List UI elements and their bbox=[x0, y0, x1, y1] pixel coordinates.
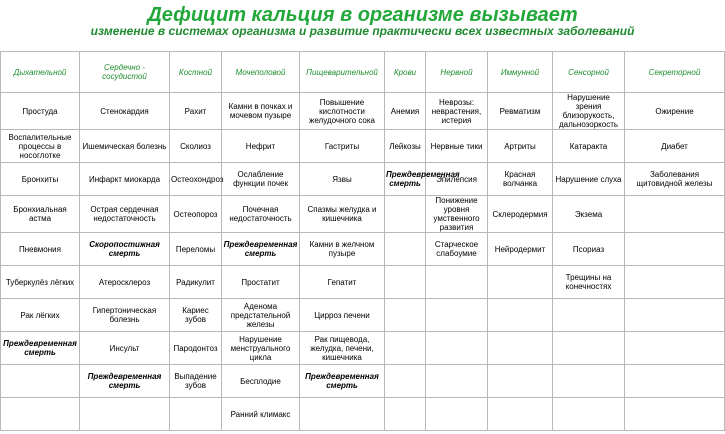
column-header: Секреторной bbox=[625, 52, 725, 93]
table-cell bbox=[625, 233, 725, 266]
table-cell bbox=[625, 365, 725, 398]
table-cell: Туберкулёз лёгких bbox=[1, 266, 80, 299]
table-cell: Ожирение bbox=[625, 93, 725, 130]
table-row bbox=[1, 93, 725, 130]
table-cell: Анемия bbox=[385, 93, 426, 130]
column-header: Дыхательной bbox=[1, 52, 80, 93]
table-cell bbox=[385, 398, 426, 431]
table-row bbox=[1, 233, 725, 266]
table-row bbox=[1, 163, 725, 196]
table-cell: Красная волчанка bbox=[488, 163, 553, 196]
table-cell: Рак пищевода, желудка, печени, кишечника bbox=[300, 332, 385, 365]
table-cell bbox=[385, 196, 426, 233]
table-cell: Инсульт bbox=[80, 332, 170, 365]
table-cell: Пневмония bbox=[1, 233, 80, 266]
page-title: Дефицит кальция в организме вызывает bbox=[147, 4, 578, 26]
table-cell: Нервные тики bbox=[426, 130, 488, 163]
table-cell bbox=[488, 365, 553, 398]
table-cell: Нарушение слуха bbox=[553, 163, 625, 196]
table-cell: Преждевременная смерть bbox=[1, 332, 80, 365]
table-cell: Почечная недостаточность bbox=[222, 196, 300, 233]
table-cell: Цирроз печени bbox=[300, 299, 385, 332]
table-body bbox=[1, 93, 725, 431]
disease-table bbox=[0, 51, 725, 431]
table-cell: Выпадение зубов bbox=[170, 365, 222, 398]
table-cell bbox=[426, 365, 488, 398]
table-cell: Ослабление функции почек bbox=[222, 163, 300, 196]
table-cell: Нарушение менструального цикла bbox=[222, 332, 300, 365]
column-header: Пищеварительной bbox=[300, 52, 385, 93]
page-subtitle: изменение в системах организма и развитие практически всех известных заболеваний bbox=[90, 24, 635, 38]
table-cell bbox=[385, 299, 426, 332]
table-cell: Рак лёгких bbox=[1, 299, 80, 332]
table-cell bbox=[625, 398, 725, 431]
table-cell bbox=[426, 332, 488, 365]
table-cell: Остеохондроз bbox=[170, 163, 222, 196]
header bbox=[0, 0, 725, 51]
table-cell bbox=[426, 266, 488, 299]
table-cell bbox=[488, 332, 553, 365]
column-header: Крови bbox=[385, 52, 426, 93]
header-row bbox=[1, 52, 725, 93]
table-row bbox=[1, 398, 725, 431]
table-cell: Бронхиальная астма bbox=[1, 196, 80, 233]
table-cell bbox=[625, 299, 725, 332]
table-cell: Псориаз bbox=[553, 233, 625, 266]
table-cell bbox=[300, 398, 385, 431]
table-cell bbox=[553, 365, 625, 398]
table-cell: Трещины на конечностях bbox=[553, 266, 625, 299]
table-cell: Нефрит bbox=[222, 130, 300, 163]
table-cell: Повышение кислотности желудочного сока bbox=[300, 93, 385, 130]
table-cell bbox=[488, 398, 553, 431]
table-cell: Старческое слабоумие bbox=[426, 233, 488, 266]
table-cell: Катаракта bbox=[553, 130, 625, 163]
table-cell bbox=[426, 299, 488, 332]
table-cell bbox=[385, 266, 426, 299]
table-cell bbox=[553, 398, 625, 431]
table-cell: Сколиоз bbox=[170, 130, 222, 163]
table-cell bbox=[625, 196, 725, 233]
table-cell: Язвы bbox=[300, 163, 385, 196]
table-cell: Склеродермия bbox=[488, 196, 553, 233]
table-row bbox=[1, 365, 725, 398]
column-header: Нервной bbox=[426, 52, 488, 93]
table-cell bbox=[385, 365, 426, 398]
table-cell: Бесплодие bbox=[222, 365, 300, 398]
table-cell: Преждевременная смерть bbox=[300, 365, 385, 398]
table-cell: Острая сердечная недостаточность bbox=[80, 196, 170, 233]
table-cell bbox=[385, 332, 426, 365]
table-cell: Спазмы желудка и кишечника bbox=[300, 196, 385, 233]
table-cell: Гепатит bbox=[300, 266, 385, 299]
column-header: Сердечно - сосудистой bbox=[80, 52, 170, 93]
table-row bbox=[1, 332, 725, 365]
table-cell: Камни в желчном пузыре bbox=[300, 233, 385, 266]
table-cell: Простуда bbox=[1, 93, 80, 130]
table-cell bbox=[488, 266, 553, 299]
table-cell: Ранний климакс bbox=[222, 398, 300, 431]
table-cell: Преждевременная смерть bbox=[385, 163, 426, 196]
table-cell bbox=[625, 332, 725, 365]
table-row bbox=[1, 266, 725, 299]
table-cell bbox=[385, 233, 426, 266]
table-cell bbox=[1, 398, 80, 431]
table-row bbox=[1, 196, 725, 233]
table-cell bbox=[488, 299, 553, 332]
table-cell: Инфаркт миокарда bbox=[80, 163, 170, 196]
table-cell: Скоропостижная смерть bbox=[80, 233, 170, 266]
table-cell bbox=[553, 299, 625, 332]
table-cell: Экзема bbox=[553, 196, 625, 233]
column-header: Мочеполовой bbox=[222, 52, 300, 93]
table-cell: Пародонтоз bbox=[170, 332, 222, 365]
table-cell: Радикулит bbox=[170, 266, 222, 299]
table-cell: Переломы bbox=[170, 233, 222, 266]
column-header: Иммунной bbox=[488, 52, 553, 93]
table-cell bbox=[170, 398, 222, 431]
column-header: Сенсорной bbox=[553, 52, 625, 93]
table-cell: Аденома предстательной железы bbox=[222, 299, 300, 332]
table-cell: Остеопороз bbox=[170, 196, 222, 233]
table-cell: Заболевания щитовидной железы bbox=[625, 163, 725, 196]
table-cell bbox=[1, 365, 80, 398]
table-cell: Ишемическая болезнь bbox=[80, 130, 170, 163]
table-cell bbox=[553, 332, 625, 365]
table-cell: Камни в почках и мочевом пузыре bbox=[222, 93, 300, 130]
table-cell bbox=[80, 398, 170, 431]
table-cell: Нарушение зрения близорукость, дальнозоркость bbox=[553, 93, 625, 130]
table-cell: Эпилепсия bbox=[426, 163, 488, 196]
table-cell: Стенокардия bbox=[80, 93, 170, 130]
table-cell: Простатит bbox=[222, 266, 300, 299]
table-cell: Кариес зубов bbox=[170, 299, 222, 332]
table-cell: Понижение уровня умственного развития bbox=[426, 196, 488, 233]
table-cell: Гипертоническая болезнь bbox=[80, 299, 170, 332]
table-cell: Неврозы: неврастения, истерия bbox=[426, 93, 488, 130]
column-header: Костной bbox=[170, 52, 222, 93]
table-cell: Бронхиты bbox=[1, 163, 80, 196]
table-cell: Артриты bbox=[488, 130, 553, 163]
table-cell: Рахит bbox=[170, 93, 222, 130]
table-cell bbox=[426, 398, 488, 431]
table-cell: Атеросклероз bbox=[80, 266, 170, 299]
table-cell bbox=[625, 266, 725, 299]
table-cell: Преждевременная смерть bbox=[80, 365, 170, 398]
table-cell: Лейкозы bbox=[385, 130, 426, 163]
table-cell: Воспалительные процессы в носоглотке bbox=[1, 130, 80, 163]
table-cell: Преждевременная смерть bbox=[222, 233, 300, 266]
table-cell: Нейродермит bbox=[488, 233, 553, 266]
table-row bbox=[1, 299, 725, 332]
table-cell: Ревматизм bbox=[488, 93, 553, 130]
table-cell: Диабет bbox=[625, 130, 725, 163]
table-cell: Гастриты bbox=[300, 130, 385, 163]
table-row bbox=[1, 130, 725, 163]
